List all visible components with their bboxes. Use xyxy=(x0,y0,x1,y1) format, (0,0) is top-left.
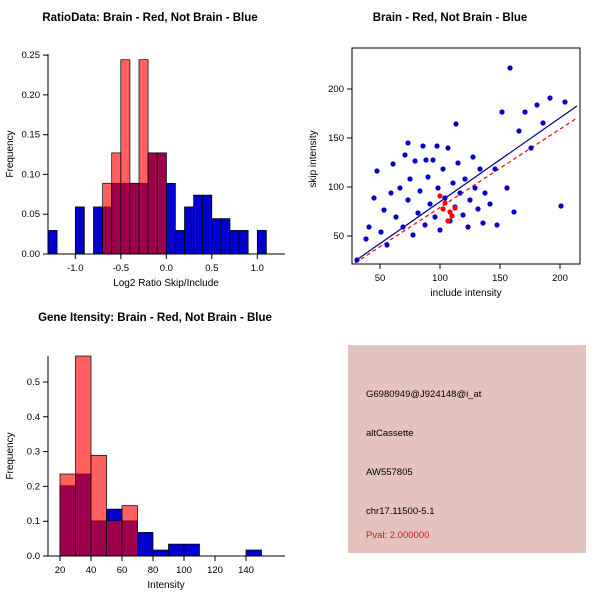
svg-text:0.15: 0.15 xyxy=(21,129,40,141)
svg-text:0.4: 0.4 xyxy=(26,411,40,423)
svg-text:1.0: 1.0 xyxy=(250,263,264,274)
scatter-x-axis-title: include intensity xyxy=(430,288,502,299)
svg-text:0.25: 0.25 xyxy=(21,50,40,62)
svg-text:0.5: 0.5 xyxy=(26,377,40,388)
svg-text:140: 140 xyxy=(238,565,254,576)
svg-text:50: 50 xyxy=(333,231,344,242)
svg-text:0.3: 0.3 xyxy=(26,446,40,458)
event-type-label: altCassette xyxy=(366,428,414,439)
svg-text:20: 20 xyxy=(54,565,66,576)
probe-info-box xyxy=(348,345,586,553)
probe-id-label: G6980949@J924148@i_at xyxy=(366,389,482,400)
scatter-panel xyxy=(300,8,600,298)
gene-y-axis-title: Frequency xyxy=(5,432,16,480)
pval-label: Pval: 2.000000 xyxy=(366,530,430,541)
gene-histogram-title: Gene Itensity: Brain - Red, Not Brain - Blue xyxy=(38,312,272,324)
gene-x-axis-title: Intensity xyxy=(147,580,185,591)
ratio-histogram-title: RatioData: Brain - Red, Not Brain - Blue xyxy=(42,12,258,24)
svg-text:150: 150 xyxy=(328,133,344,144)
svg-text:0.5: 0.5 xyxy=(205,263,219,274)
scatter-y-ticks xyxy=(328,84,352,242)
svg-text:200: 200 xyxy=(552,273,568,284)
ratio-x-axis-title: Log2 Ratio Skip/Include xyxy=(113,278,219,289)
svg-text:80: 80 xyxy=(147,565,159,576)
svg-text:100: 100 xyxy=(176,565,192,576)
svg-text:-0.5: -0.5 xyxy=(112,263,129,274)
locus-label: chr17.11500-5.1 xyxy=(366,506,435,517)
svg-text:0.0: 0.0 xyxy=(26,551,40,562)
scatter-title: Brain - Red, Not Brain - Blue xyxy=(372,12,528,24)
svg-text:200: 200 xyxy=(328,84,344,95)
gene-bars-brain xyxy=(60,356,138,556)
svg-text:50: 50 xyxy=(374,273,386,284)
svg-text:0.2: 0.2 xyxy=(26,481,40,493)
svg-text:100: 100 xyxy=(432,273,448,284)
svg-text:-1.0: -1.0 xyxy=(67,263,84,274)
svg-text:0.1: 0.1 xyxy=(26,516,40,528)
scatter-svg xyxy=(300,24,600,299)
gene-histogram-panel xyxy=(0,308,300,600)
ratio-bars-brain xyxy=(103,60,167,254)
ratio-histogram-panel xyxy=(0,8,300,298)
svg-text:40: 40 xyxy=(85,565,97,576)
svg-text:100: 100 xyxy=(328,182,344,193)
scatter-x-ticks xyxy=(375,264,568,284)
svg-text:0.00: 0.00 xyxy=(21,249,40,260)
accession-label: AW557805 xyxy=(366,467,413,478)
scatter-y-axis-title: skip intensity xyxy=(308,130,319,188)
ratio-x-ticks xyxy=(67,254,264,274)
svg-text:150: 150 xyxy=(492,273,508,284)
ratio-histogram-svg xyxy=(0,24,300,289)
ratio-y-axis-title: Frequency xyxy=(5,130,16,178)
svg-text:0.0: 0.0 xyxy=(159,263,173,274)
svg-text:0.05: 0.05 xyxy=(21,209,40,221)
ratio-y-ticks xyxy=(22,50,49,260)
svg-text:0.20: 0.20 xyxy=(21,89,40,101)
gene-x-ticks xyxy=(55,556,254,576)
svg-text:60: 60 xyxy=(116,565,128,576)
gene-histogram-svg xyxy=(0,324,300,592)
gene-y-ticks xyxy=(27,377,48,562)
svg-text:0.10: 0.10 xyxy=(21,169,40,181)
scatter-points-notbrain xyxy=(354,65,567,262)
svg-text:120: 120 xyxy=(207,565,223,576)
scatter-fit-lines xyxy=(355,106,577,263)
